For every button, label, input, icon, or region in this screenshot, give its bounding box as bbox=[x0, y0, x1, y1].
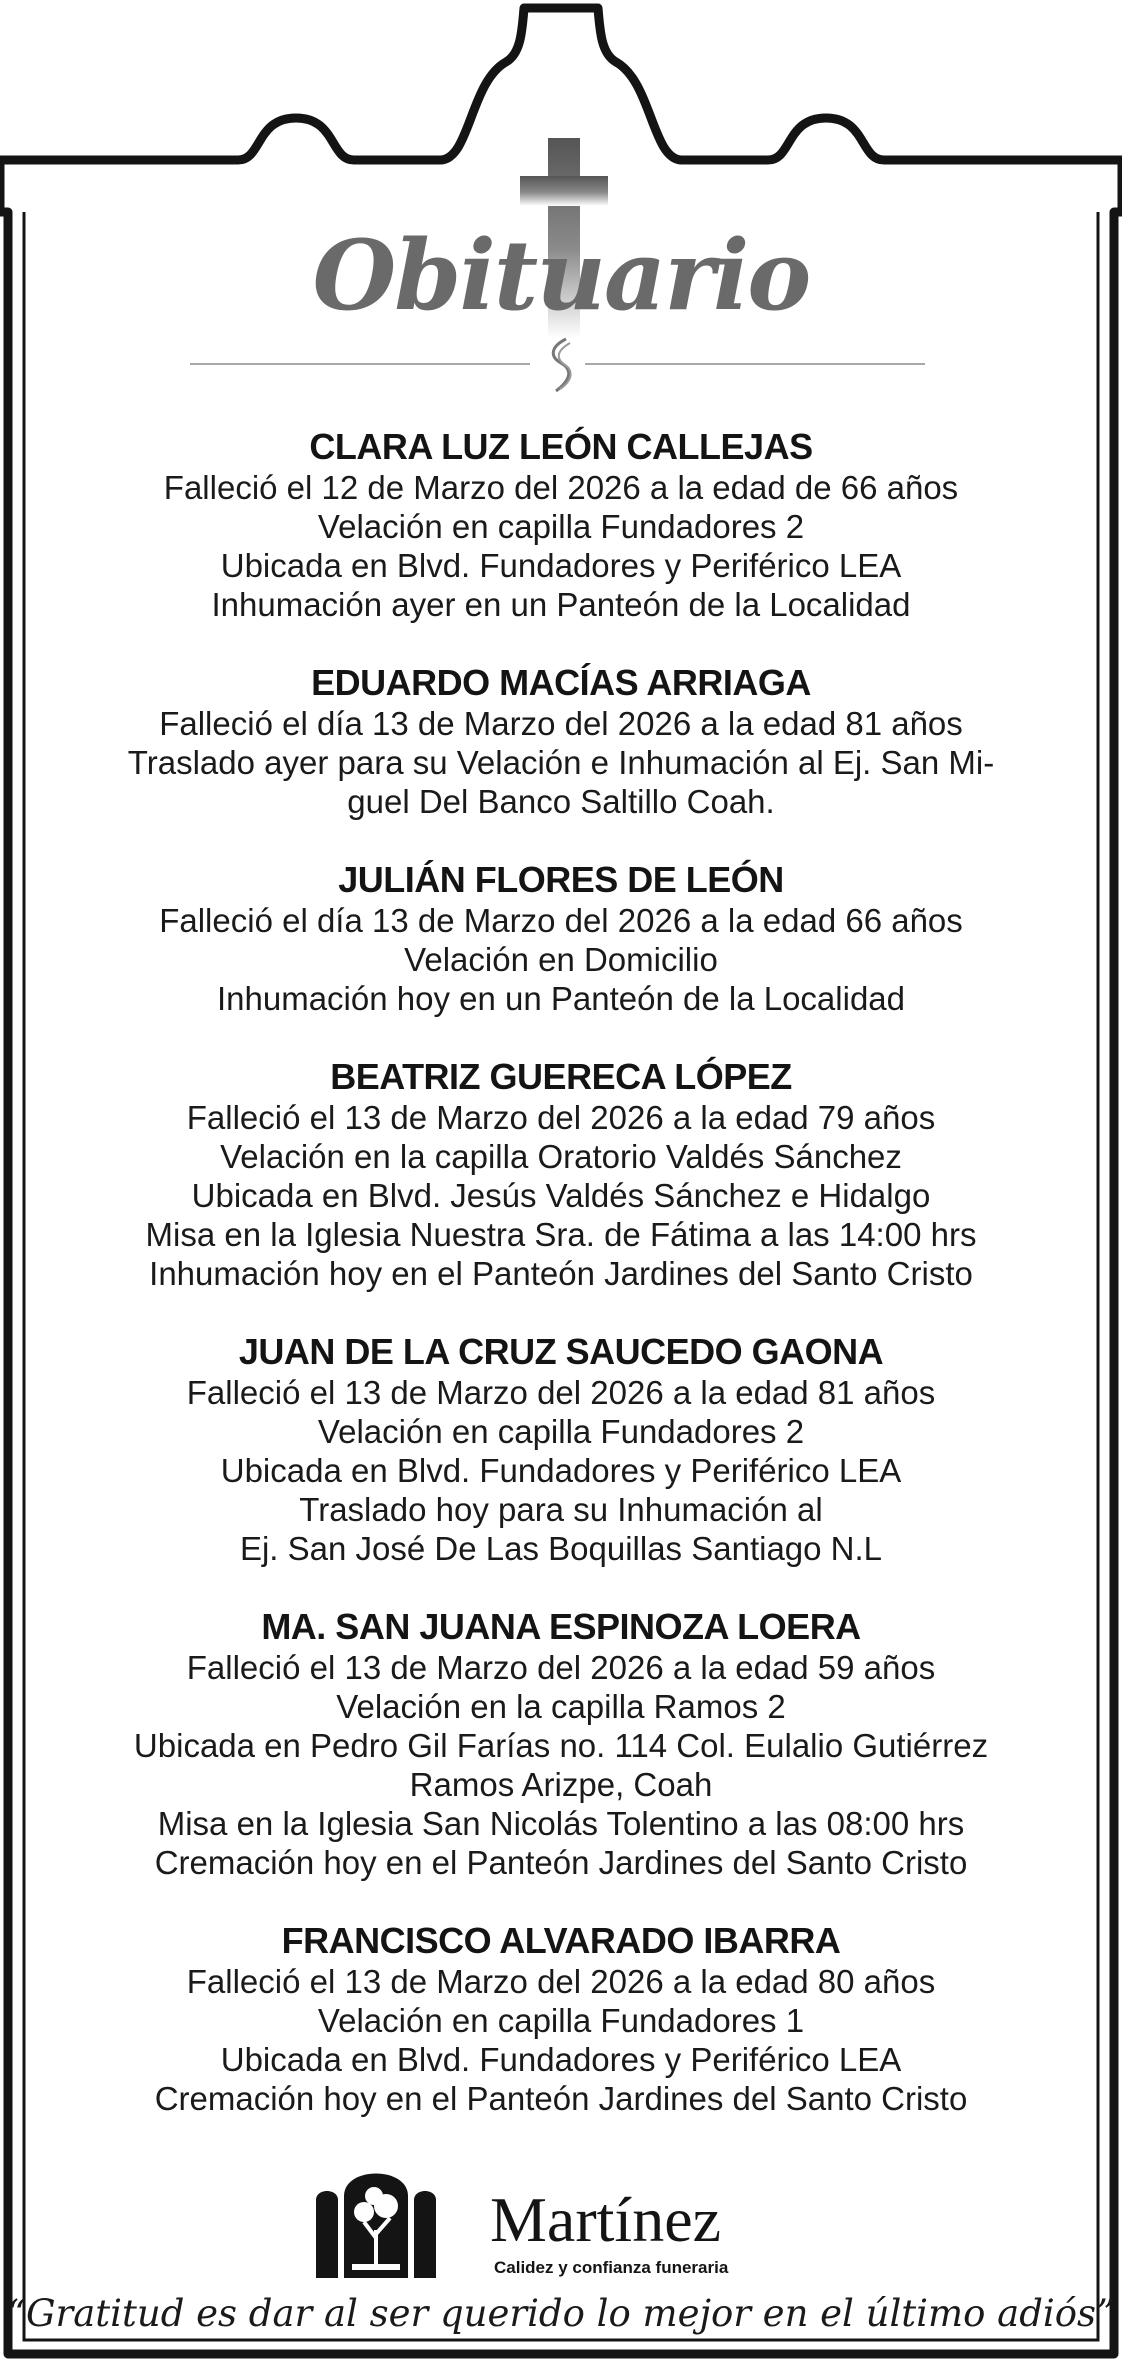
deceased-name: EDUARDO MACÍAS ARRIAGA bbox=[311, 662, 811, 703]
obituary-entry bbox=[30, 1920, 1092, 2118]
obituary-detail-line: Velación en la capilla Oratorio Valdés Sánchez bbox=[220, 1138, 902, 1175]
footer-quote: “Gratitud es dar al ser querido lo mejor en el último adiós” bbox=[7, 2292, 1115, 2335]
obituary-detail-line: Cremación hoy en el Panteón Jardines del Santo Cristo bbox=[154, 2080, 968, 2117]
obituary-detail-line: Falleció el 12 de Marzo del 2026 a la edad de 66 años bbox=[163, 469, 959, 506]
deceased-name: MA. SAN JUANA ESPINOZA LOERA bbox=[261, 1606, 861, 1647]
deceased-name: BEATRIZ GUERECA LÓPEZ bbox=[330, 1056, 792, 1097]
obituary-entry bbox=[30, 662, 1092, 821]
deceased-name: FRANCISCO ALVARADO IBARRA bbox=[281, 1920, 841, 1961]
obituary-detail-line: Inhumación hoy en el Panteón Jardines del Santo Cristo bbox=[149, 1255, 973, 1292]
obituary-detail-line: Misa en la Iglesia San Nicolás Tolentino a las 08:00 hrs bbox=[157, 1805, 965, 1842]
obituary-detail-line: Ramos Arizpe, Coah bbox=[409, 1766, 713, 1803]
obituary-detail-line: Velación en la capilla Ramos 2 bbox=[336, 1688, 786, 1725]
obituary-detail-line: Ubicada en Blvd. Fundadores y Periférico LEA bbox=[220, 2041, 902, 2078]
obituary-list bbox=[30, 426, 1092, 2156]
divider-right bbox=[585, 363, 925, 365]
obituary-detail-line: Falleció el 13 de Marzo del 2026 a la edad 81 años bbox=[186, 1374, 936, 1411]
deceased-name: CLARA LUZ LEÓN CALLEJAS bbox=[309, 426, 813, 467]
obituary-detail-line: Cremación hoy en el Panteón Jardines del Santo Cristo bbox=[154, 1844, 968, 1881]
obituary-detail-line: Traslado ayer para su Velación e Inhumación al Ej. San Mi- bbox=[127, 744, 995, 781]
obituary-detail-line: Misa en la Iglesia Nuestra Sra. de Fátima a las 14:00 hrs bbox=[145, 1216, 977, 1253]
obituary-entry bbox=[30, 1606, 1092, 1882]
deceased-name: JUAN DE LA CRUZ SAUCEDO GAONA bbox=[238, 1331, 884, 1372]
obituary-entry bbox=[30, 426, 1092, 624]
obituary-detail-line: Ubicada en Blvd. Fundadores y Periférico LEA bbox=[220, 547, 902, 584]
brand-tagline: Calidez y confianza funeraria bbox=[494, 2258, 729, 2277]
brand-name: Martínez bbox=[490, 2184, 721, 2255]
obituary-detail-line: Ej. San José De Las Boquillas Santiago N.L bbox=[239, 1530, 883, 1567]
obituary-detail-line: Traslado hoy para su Inhumación al bbox=[299, 1491, 823, 1528]
obituary-detail-line: Velación en capilla Fundadores 2 bbox=[317, 1413, 805, 1450]
obituary-detail-line: Velación en capilla Fundadores 2 bbox=[317, 508, 805, 545]
obituary-detail-line: Falleció el 13 de Marzo del 2026 a la edad 59 años bbox=[186, 1649, 936, 1686]
ornament-icon bbox=[536, 335, 586, 395]
obituary-detail-line: Falleció el día 13 de Marzo del 2026 a la edad 81 años bbox=[159, 705, 963, 742]
obituary-detail-line: Ubicada en Blvd. Fundadores y Periférico LEA bbox=[220, 1452, 902, 1489]
funeral-home-logo-icon bbox=[312, 2160, 440, 2278]
obituary-detail-line: Falleció el día 13 de Marzo del 2026 a la edad 66 años bbox=[159, 902, 963, 939]
obituary-detail-line: Ubicada en Blvd. Jesús Valdés Sánchez e Hidalgo bbox=[191, 1177, 931, 1214]
obituary-entry bbox=[30, 859, 1092, 1018]
obituary-detail-line: Falleció el 13 de Marzo del 2026 a la edad 79 años bbox=[186, 1099, 936, 1136]
obituary-detail-line: Velación en capilla Fundadores 1 bbox=[317, 2002, 805, 2039]
obituary-entry bbox=[30, 1331, 1092, 1568]
obituary-entry bbox=[30, 1056, 1092, 1293]
obituary-detail-line: Inhumación hoy en un Panteón de la Localidad bbox=[216, 980, 906, 1017]
divider-left bbox=[190, 363, 530, 365]
obituary-detail-line: Falleció el 13 de Marzo del 2026 a la edad 80 años bbox=[186, 1963, 936, 2000]
deceased-name: JULIÁN FLORES DE LEÓN bbox=[338, 859, 784, 900]
page-title: Obituario bbox=[312, 219, 810, 332]
obituary-detail-line: Inhumación ayer en un Panteón de la Localidad bbox=[211, 586, 911, 623]
obituary-detail-line: Velación en Domicilio bbox=[404, 941, 718, 978]
obituary-detail-line: guel Del Banco Saltillo Coah. bbox=[347, 783, 775, 820]
obituary-detail-line: Ubicada en Pedro Gil Farías no. 114 Col. Eulalio Gutiérrez bbox=[133, 1727, 989, 1764]
